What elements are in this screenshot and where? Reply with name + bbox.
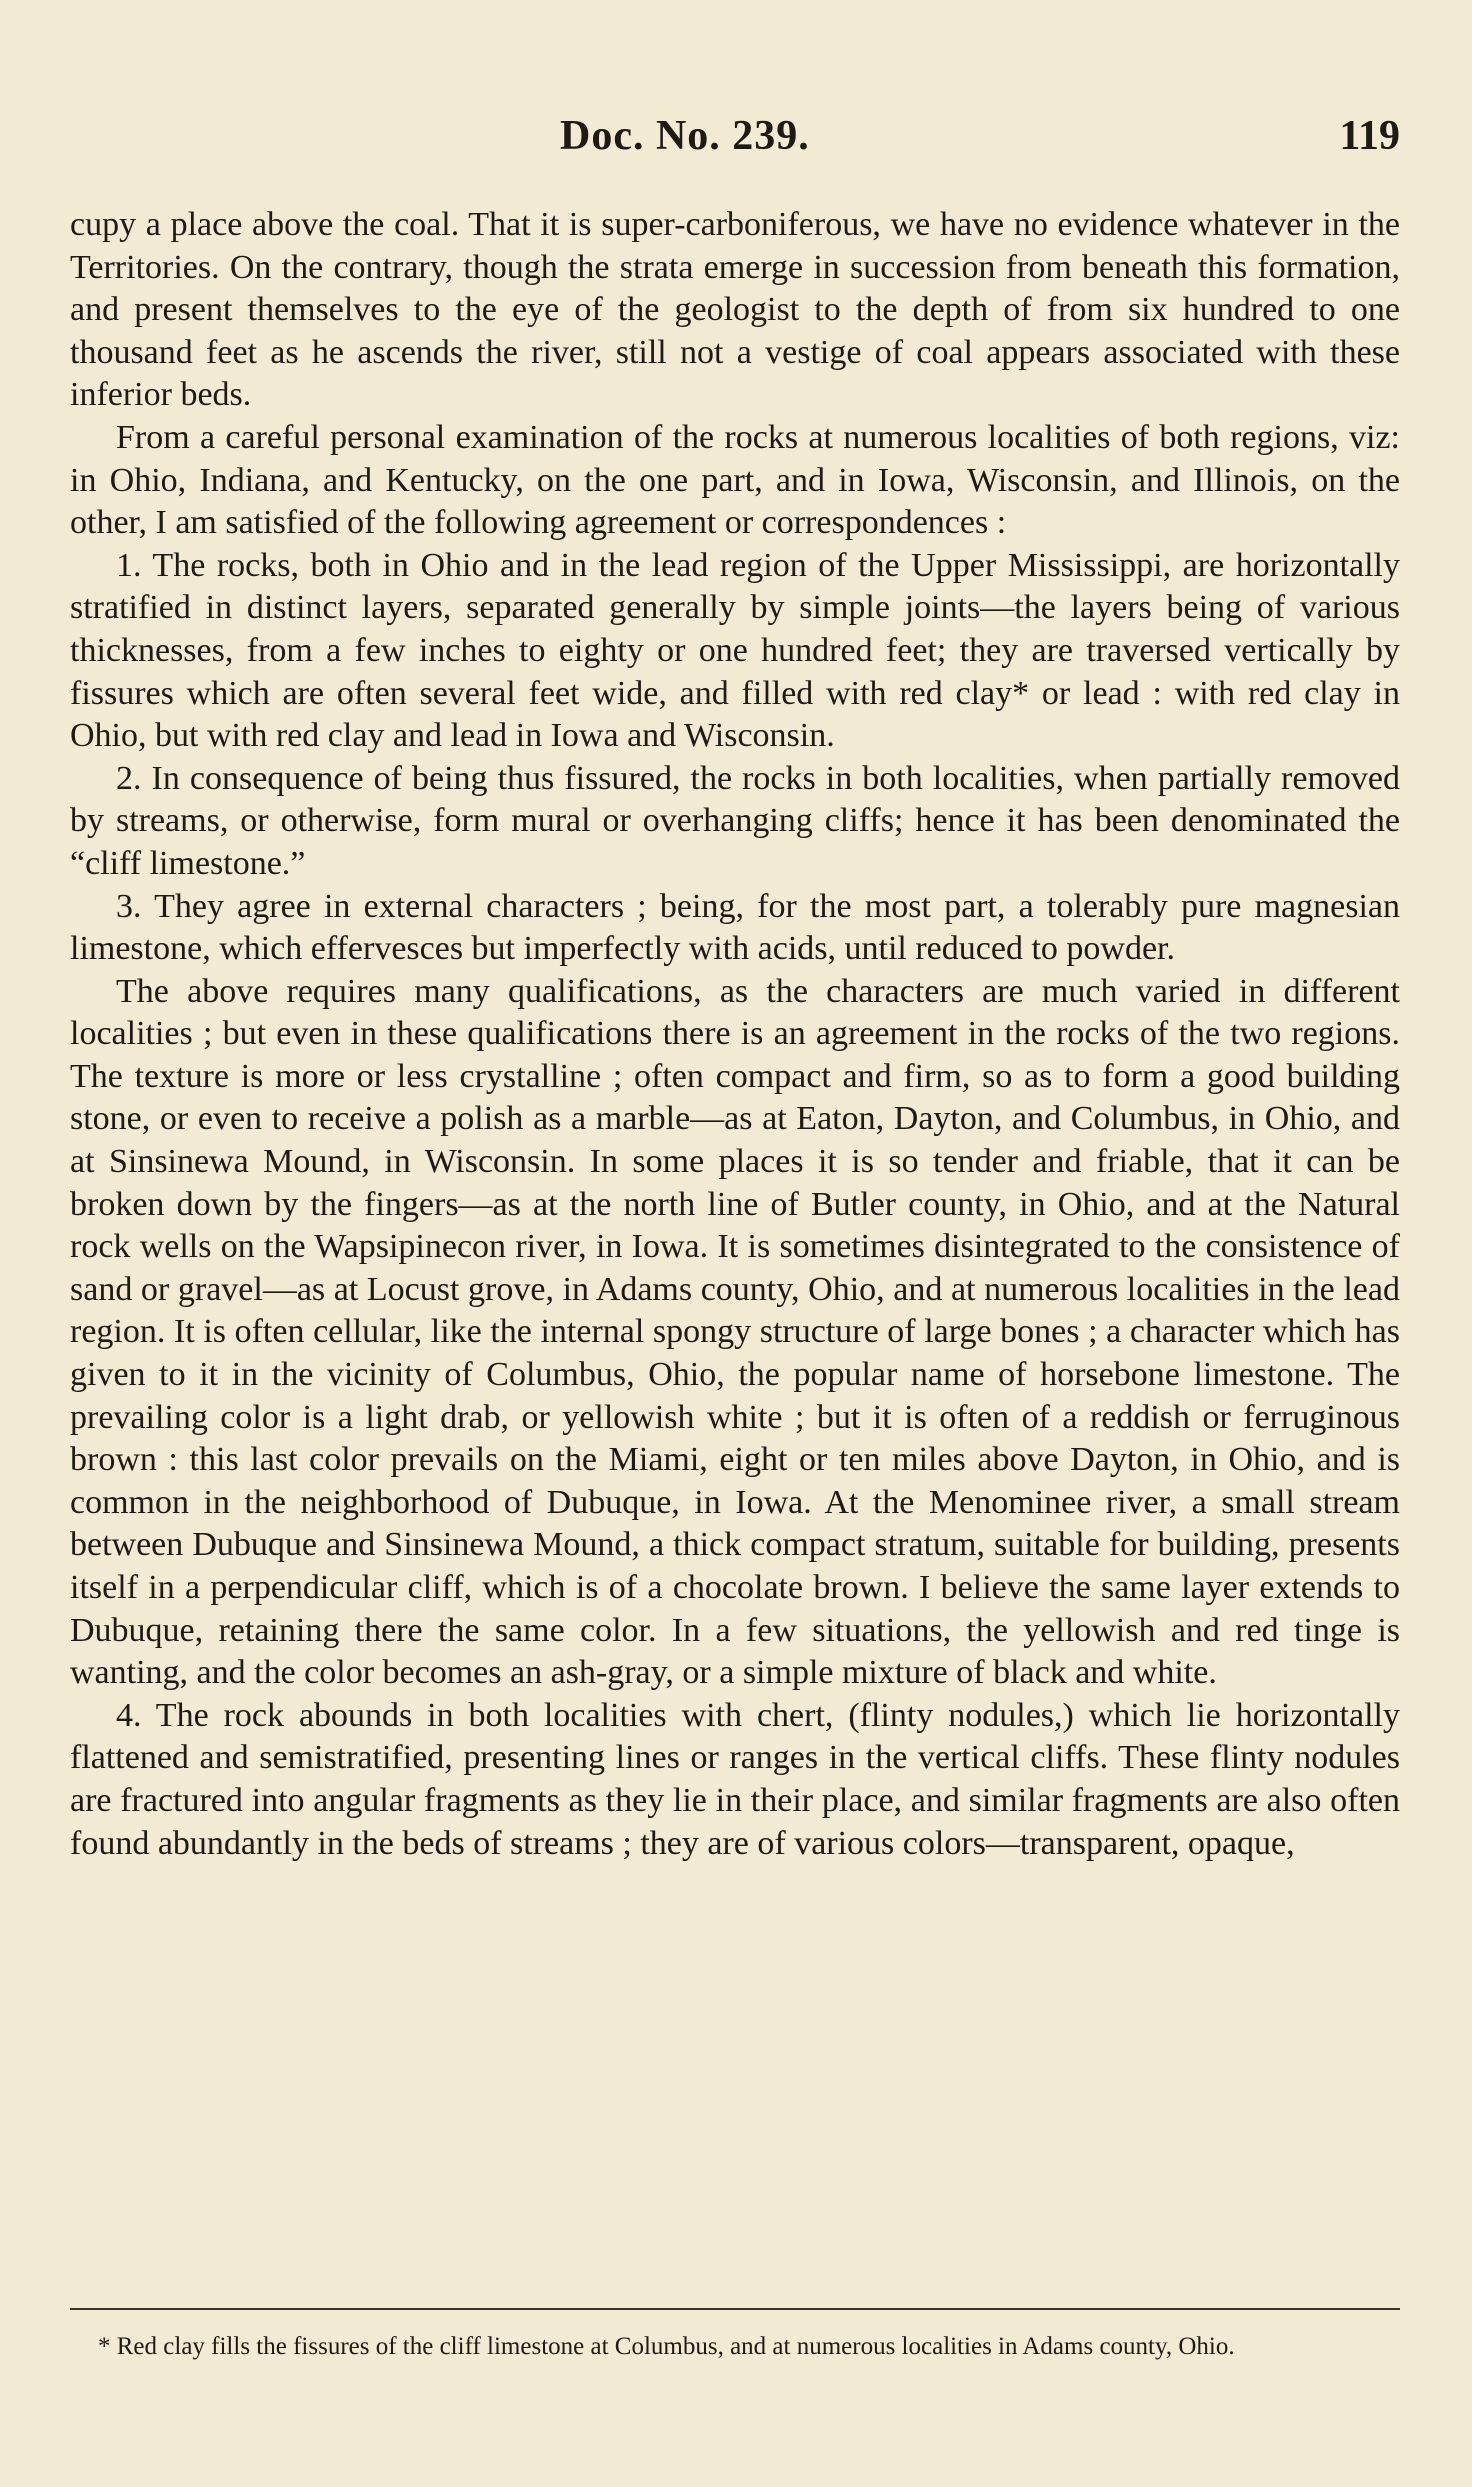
paragraph-point-4: 4. The rock abounds in both localities with chert, (flinty nodules,) which lie horizontally flattened and semistratified, presenting lines or ranges in the vertical cliffs. These flinty nodules are fractured into angular fragments as they lie in their place, and similar fragments are also often found abundantly in the beds of streams ; they are of various colors—transparent, opaque, <box>70 1696 1400 1862</box>
footnote-text: * Red clay fills the fissures of the cliff limestone at Columbus, and at numerous localities in Adams county, Ohio. <box>98 2333 1235 2360</box>
document-label: Doc. No. 239. <box>560 113 810 159</box>
paragraph-point-1: 1. The rocks, both in Ohio and in the lead region of the Upper Mississippi, are horizontally stratified in distinct layers, separated generally by simple joints—the layers being of various thicknesses, from a few inches to eighty or one hundred feet; they are traversed vertically by fissures which are often several feet wide, and filled with red clay* or lead : with red clay in Ohio, but with red clay and lead in Iowa and Wisconsin. <box>70 546 1400 755</box>
footnote <box>70 2330 1400 2363</box>
footnote-rule <box>70 2308 1400 2310</box>
body-text <box>70 204 1400 1865</box>
paragraph-continuation: cupy a place above the coal. That it is super-carboniferous, we have no evidence whatever in the Territories. On the contrary, though the strata emerge in succession from beneath this formation, and present themselves to the eye of the geologist to the depth of from six hundred to one thousand feet as he ascends the river, still not a vestige of coal appears associated with these inferior beds. <box>70 206 1400 414</box>
paragraph-point-3: 3. They agree in external characters ; being, for the most part, a tolerably pure magnesian limestone, which effervesces but imperfectly with acids, until reduced to powder. <box>70 887 1400 968</box>
paragraph-examination: From a careful personal examination of the rocks at numerous localities of both regions, viz: in Ohio, Indiana, and Kentucky, on the one part, and in Iowa, Wisconsin, and Illinois, on the other, I am satisfied of the following agreement or correspondences : <box>70 418 1400 542</box>
running-head <box>70 112 1400 168</box>
paragraph-qualifications: The above requires many qualifications, as the characters are much varied in different localities ; but even in these qualifications there is an agreement in the rocks of the two regions. The texture is more or less crystalline ; often compact and firm, so as to form a good building stone, or even to receive a polish as a marble—as at Eaton, Dayton, and Columbus, in Ohio, and at Sinsinewa Mound, in Wisconsin. In some places it is so tender and friable, that it can be broken down by the fingers—as at the north line of Butler county, in Ohio, and at the Natural rock wells on the Wapsipinecon river, in Iowa. It is sometimes disintegrated to the consistence of sand or gravel—as at Locust grove, in Adams county, Ohio, and at numerous localities in the lead region. It is often cellular, like the internal spongy structure of large bones ; a character which has given to it in the vicinity of Columbus, Ohio, the popular name of horsebone limestone. The prevailing color is a light drab, or yellowish white ; but it is often of a reddish or ferruginous brown : this last color prevails on the Miami, eight or ten miles above Dayton, in Ohio, and is common in the neighborhood of Dubuque, in Iowa. At the Menominee river, a small stream between Dubuque and Sinsinewa Mound, a thick compact stratum, suitable for building, presents itself in a perpendicular cliff, which is of a chocolate brown. I believe the same layer extends to Dubuque, retaining there the same color. In a few situations, the yellowish and red tinge is wanting, and the color becomes an ash-gray, or a simple mixture of black and white. <box>70 972 1400 1692</box>
page-number: 119 <box>1339 113 1400 159</box>
paragraph-point-2: 2. In consequence of being thus fissured, the rocks in both localities, when partially removed by streams, or otherwise, form mural or overhanging cliffs; hence it has been denominated the “cliff limestone.” <box>70 759 1400 882</box>
